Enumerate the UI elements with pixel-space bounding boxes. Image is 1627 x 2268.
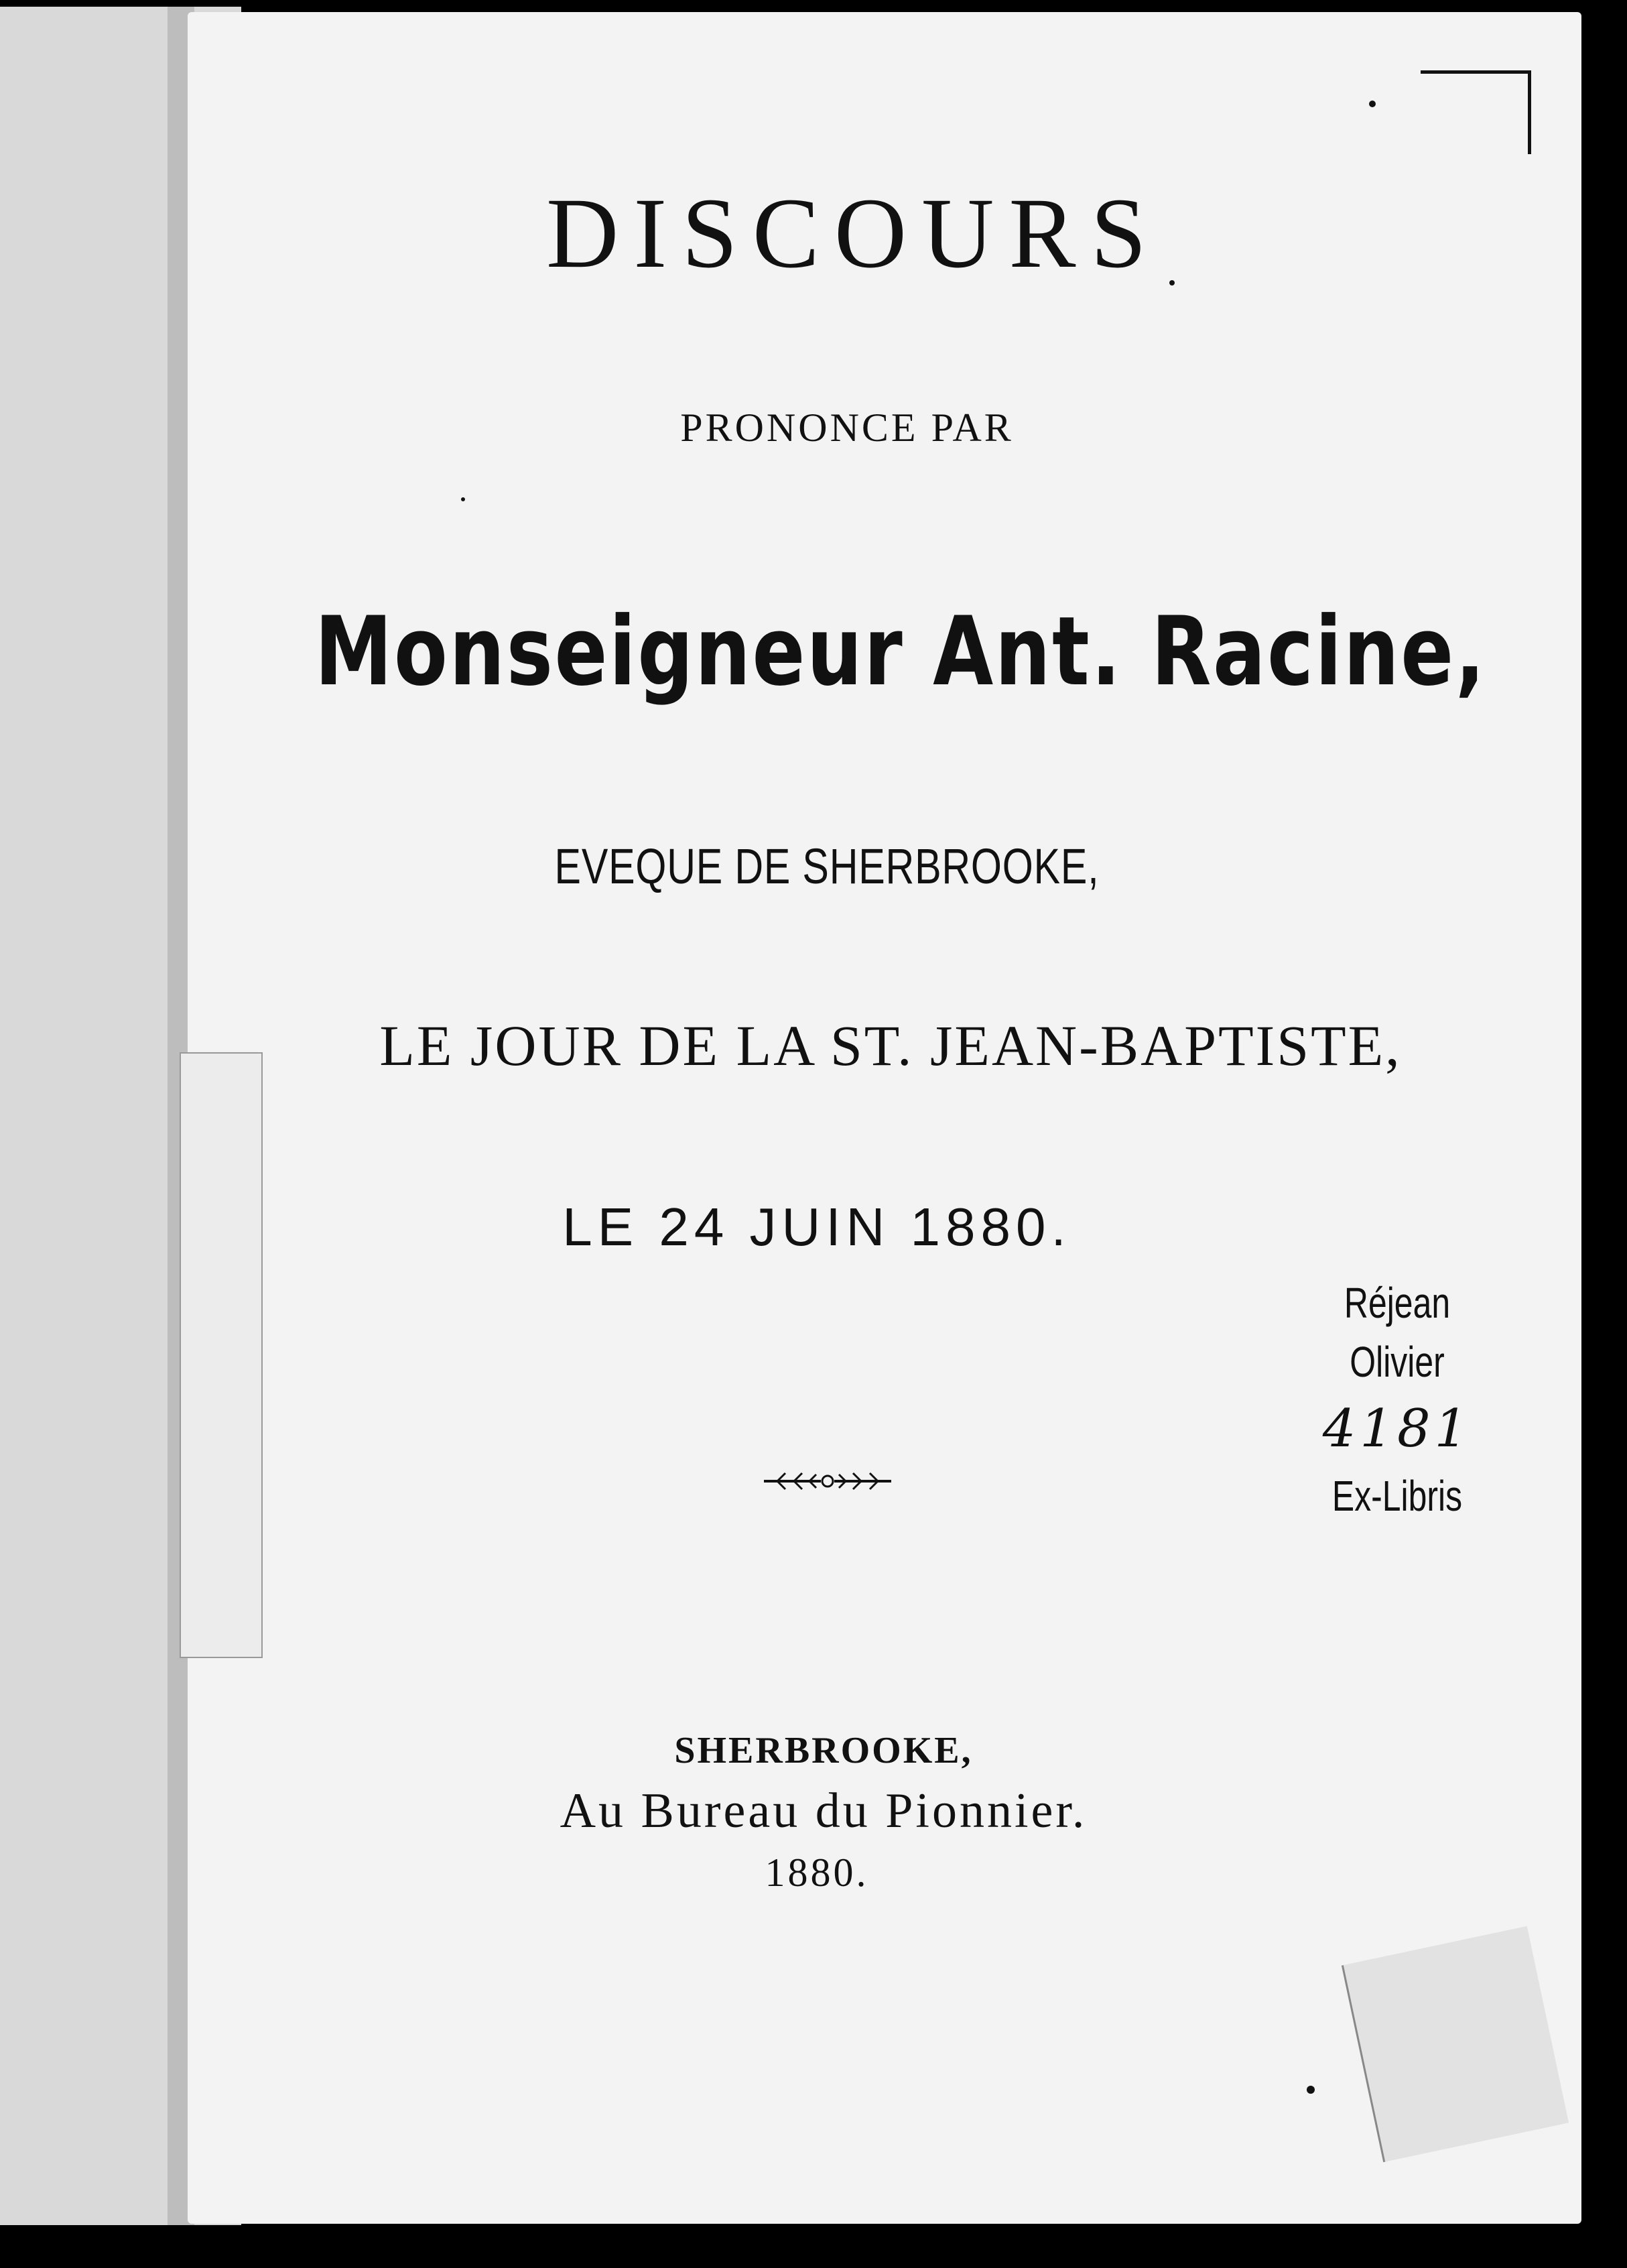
ink-speck [1307,2086,1315,2094]
corner-crop-mark [1421,70,1531,154]
occasion: LE JOUR DE LA ST. JEAN-BAPTISTE, [379,1013,1402,1078]
floral-ornament-icon [757,1468,898,1495]
stamp-last-name: Olivier [1350,1338,1445,1386]
subtitle: PRONONCE PAR [680,405,1014,450]
imprint-year: 1880. [765,1850,869,1895]
ex-libris-stamp [1300,1273,1494,1525]
stamp-number: 4181 [1322,1399,1472,1459]
ink-speck [1169,280,1175,286]
speaker-name: Monseigneur Ant. Racine, [314,596,1487,707]
imprint-publisher: Au Bureau du Pionnier. [560,1783,1088,1838]
event-date: LE 24 JUIN 1880. [562,1197,1071,1257]
binding-tab [180,1052,263,1658]
stamp-label: Ex-Libris [1331,1472,1463,1520]
imprint-city: SHERBROOKE, [674,1730,973,1771]
ink-speck [1369,101,1376,107]
title: DISCOURS [546,178,1161,289]
stamp-first-name: Réjean [1344,1279,1451,1327]
speaker-role: EVEQUE DE SHERBROOKE, [554,838,1100,894]
ink-speck [461,497,465,501]
